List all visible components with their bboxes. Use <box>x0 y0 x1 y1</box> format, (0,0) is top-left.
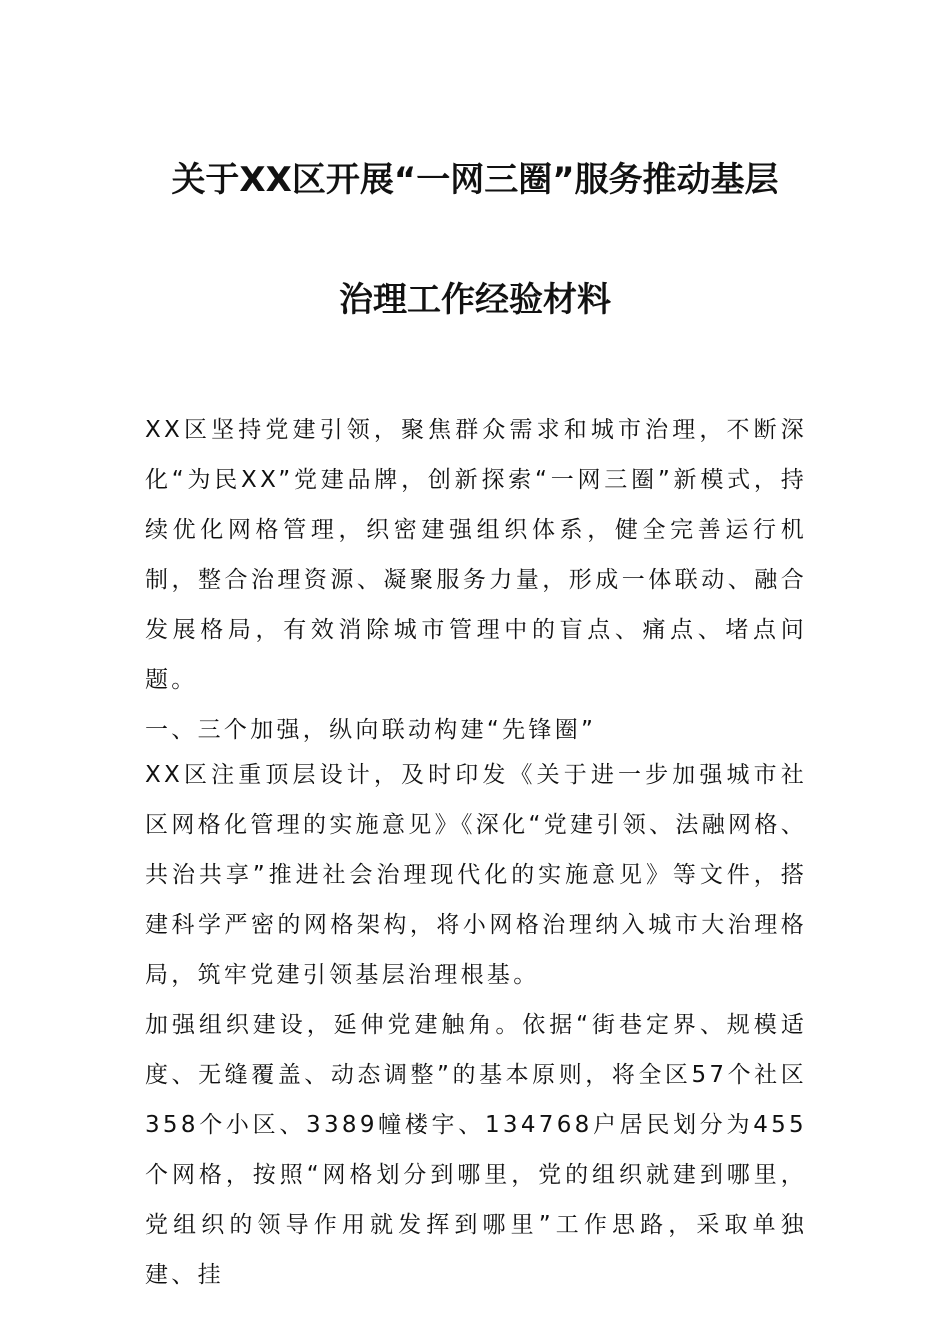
intro-paragraph: XX区坚持党建引领，聚焦群众需求和城市治理，不断深化“为民XX”党建品牌，创新探索“一网三圈”新模式，持续优化网格管理，织密建强组织体系，健全完善运行机制，整合治理资源、凝聚服务力量，形成一体联动、融合发展格局，有效消除城市管理中的盲点、痛点、堵点问题。 <box>145 417 807 693</box>
section-1-heading: 一、三个加强，纵向联动构建“先锋圈” <box>145 717 597 743</box>
document-title-line-2: 治理工作经验材料 <box>339 280 611 320</box>
document-body <box>145 405 807 1288</box>
section-1-paragraph-2: 加强组织建设，延伸党建触角。依据“街巷定界、规模适度、无缝覆盖、动态调整”的基本原则，将全区57个社区358个小区、3389幢楼宇、134768户居民划分为455个网格，按照“网格划分到哪里，党的组织就建到哪里，党组织的领导作用就发挥到哪里”工作思路，采取单独建、挂 <box>145 1012 807 1288</box>
section-1-paragraph-1: XX区注重顶层设计，及时印发《关于进一步加强城市社区网格化管理的实施意见》《深化“党建引领、法融网格、共治共享”推进社会治理现代化的实施意见》等文件，搭建科学严密的网格架构，将小网格治理纳入城市大治理格局，筑牢党建引领基层治理根基。 <box>145 762 807 988</box>
document-title-line-1: 关于XX区开展“一网三圈”服务推动基层 <box>171 160 779 200</box>
